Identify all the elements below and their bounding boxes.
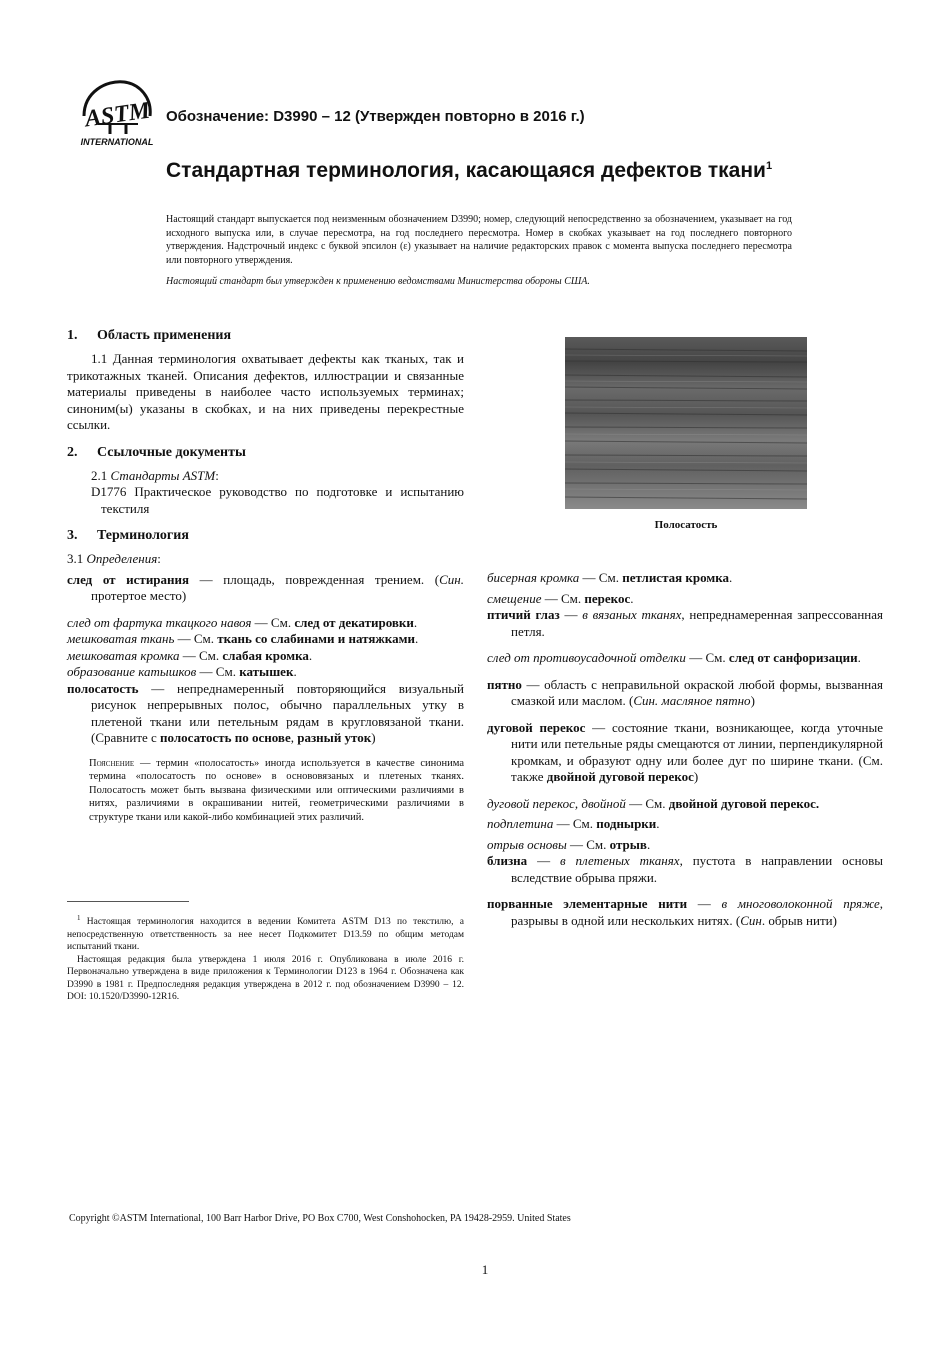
term-entry: дуговой перекос, двойной — См. двойной дуговой перекос.: [487, 795, 820, 811]
term-entry: порванные элементарные нити — в многоволоконной пряже, разрывы в одной или нескольких нитях. (Син. обрыв нити): [487, 896, 884, 928]
term-entry: образование катышков — См. катышек.: [67, 664, 297, 679]
fabric-barre-photo: [565, 337, 807, 509]
term-entry: подплетина — См. поднырки.: [487, 816, 660, 831]
footnotes: [67, 912, 464, 1004]
approval-note: Настоящий стандарт был утвержден к применению ведомствами Министерства обороны США.: [166, 276, 590, 287]
scope-paragraph: 1.1 Данная терминология охватывает дефекты как тканых, так и трикотажных тканей. Описания дефектов, иллюстрации и связанные материалы приведены в наиболее часто используемых терминах; синоним(ы) указаны в скобках, и на них приведены перекрестные ссылки.: [67, 351, 464, 432]
term-entry: мешковатая ткань — См. ткань со слабинами и натяжками.: [67, 631, 419, 646]
section-heading-references: 2. Ссылочные документы: [67, 444, 246, 460]
term-entry: отрыв основы — См. отрыв.: [487, 836, 651, 852]
astm-logo: [76, 78, 158, 148]
term-entry: пятно — область с неправильной окраской любой формы, вызванная смазкой или маслом. (Син. масляное пятно): [487, 676, 883, 708]
term-entry: птичий глаз — в вязаных тканях, непреднамеренная запрессованная петля.: [487, 607, 883, 639]
logo-subtext: INTERNATIONAL: [80, 137, 154, 147]
title-word: ткани: [707, 159, 766, 182]
logo-text: ASTM: [83, 97, 152, 133]
page-number: 1: [481, 1262, 489, 1277]
explanatory-note: Пояснение — термин «полосатость» иногда используется в качестве синонима термина «полосатость по основе» в основовязаных и плетеных тканях. Полосатость может быть вызвана физическими или оптическими различиями в нитях, различиями в окрашивании нитей, геометрическими различиями в структуре ткани или какой-либо комбинацией этих различий.: [89, 757, 464, 823]
definitions-subsection: 3.1 Определения:: [67, 551, 161, 566]
copyright-notice: Copyright ©ASTM International, 100 Barr Harbor Drive, PO Box C700, West Conshohocken, PA 19428-2959. United States: [69, 1213, 571, 1224]
term-entry: полосатость — непреднамеренный повторяющийся визуальный рисунок непрерывных полос, обычно параллельных утку в плетеной ткани или петельным рядам в кругловязаной ткани. (Сравните с полосатость по основе, разный уток): [67, 680, 464, 745]
term-entry: бисерная кромка — См. петлистая кромка.: [487, 570, 733, 585]
section-heading-terminology: 3. Терминология: [67, 528, 189, 543]
title-word: дефектов: [601, 159, 703, 182]
left-column: [67, 327, 464, 824]
title-word: касающаяся: [465, 159, 596, 182]
title-word: Стандартная: [166, 159, 301, 182]
intro-paragraph: Настоящий стандарт выпускается под неизменным обозначением D3990; номер, следующий непосредственно за обозначением, указывает на год исходного выпуска или, в случае пересмотра, на год последнего пересмотра. Номер в скобках указывает на год последнего повторного утверждения. Надстрочный индекс с буквой эпсилон (ε) указывает на наличие редакторских правок с момента выпуска последнего пересмотра или повторного утверждения.: [166, 214, 792, 266]
document-title: [166, 154, 792, 183]
figure-caption: Полосатость: [654, 519, 718, 531]
term-entry: след от противоусадочной отделки — См. след от санфоризации.: [487, 650, 861, 665]
footnote-divider: [67, 901, 189, 902]
references-subsection: 2.1 Стандарты ASTM:: [91, 467, 219, 483]
intro-block: [166, 213, 792, 289]
designation: Обозначение: D3990 – 12 (Утвержден повторно в 2016 г.): [166, 108, 585, 125]
term-entry: след от фартука ткацкого навоя — См. след от декатировки.: [67, 614, 418, 630]
reference-document[interactable]: D1776 Практическое руководство по подготовке и испытанию текстиля: [91, 484, 464, 516]
term-entry: дуговой перекос — состояние ткани, возникающее, когда уточные нити или петельные ряды смещаются от линии, перпендикулярной кромкам, и образуют одну или более дуг по ширине ткани. (См. также двойной дуговой перекос): [487, 719, 883, 784]
section-heading-scope: 1. Область применения: [67, 328, 232, 343]
footnote-1: $^1$ Настоящая терминология находится в ведении Комитета ASTM D13 по текстилю, а непосредственную ответственность за нее несет Подкомитет D13.59 по общим методам испытаний ткани.: [67, 914, 464, 953]
title-footnote-mark: 1: [765, 160, 773, 172]
title-word: терминология,: [306, 159, 460, 182]
term-entry: смещение — См. перекос.: [487, 590, 634, 606]
right-column: [487, 570, 883, 929]
term-entry: близна — в плетеных тканях, пустота в направлении основы вследствие обрыва пряжи.: [487, 853, 883, 885]
term-entry: мешковатая кромка — См. слабая кромка.: [67, 647, 313, 663]
footnote-2: Настоящая редакция была утверждена 1 июля 2016 г. Опубликована в июле 2016 г. Первоначально утверждена в виде приложения к Терминологии D123 в 1964 г. Обозначена как D3990 в 1981 г. Предпоследняя редакция утверждена в 2012 г. под обозначением D3990 – 12. DOI: 10.1520/D3990-12R16.: [67, 954, 464, 1003]
term-entry: след от истирания — площадь, поврежденная трением. (Син. протертое место): [67, 571, 464, 603]
